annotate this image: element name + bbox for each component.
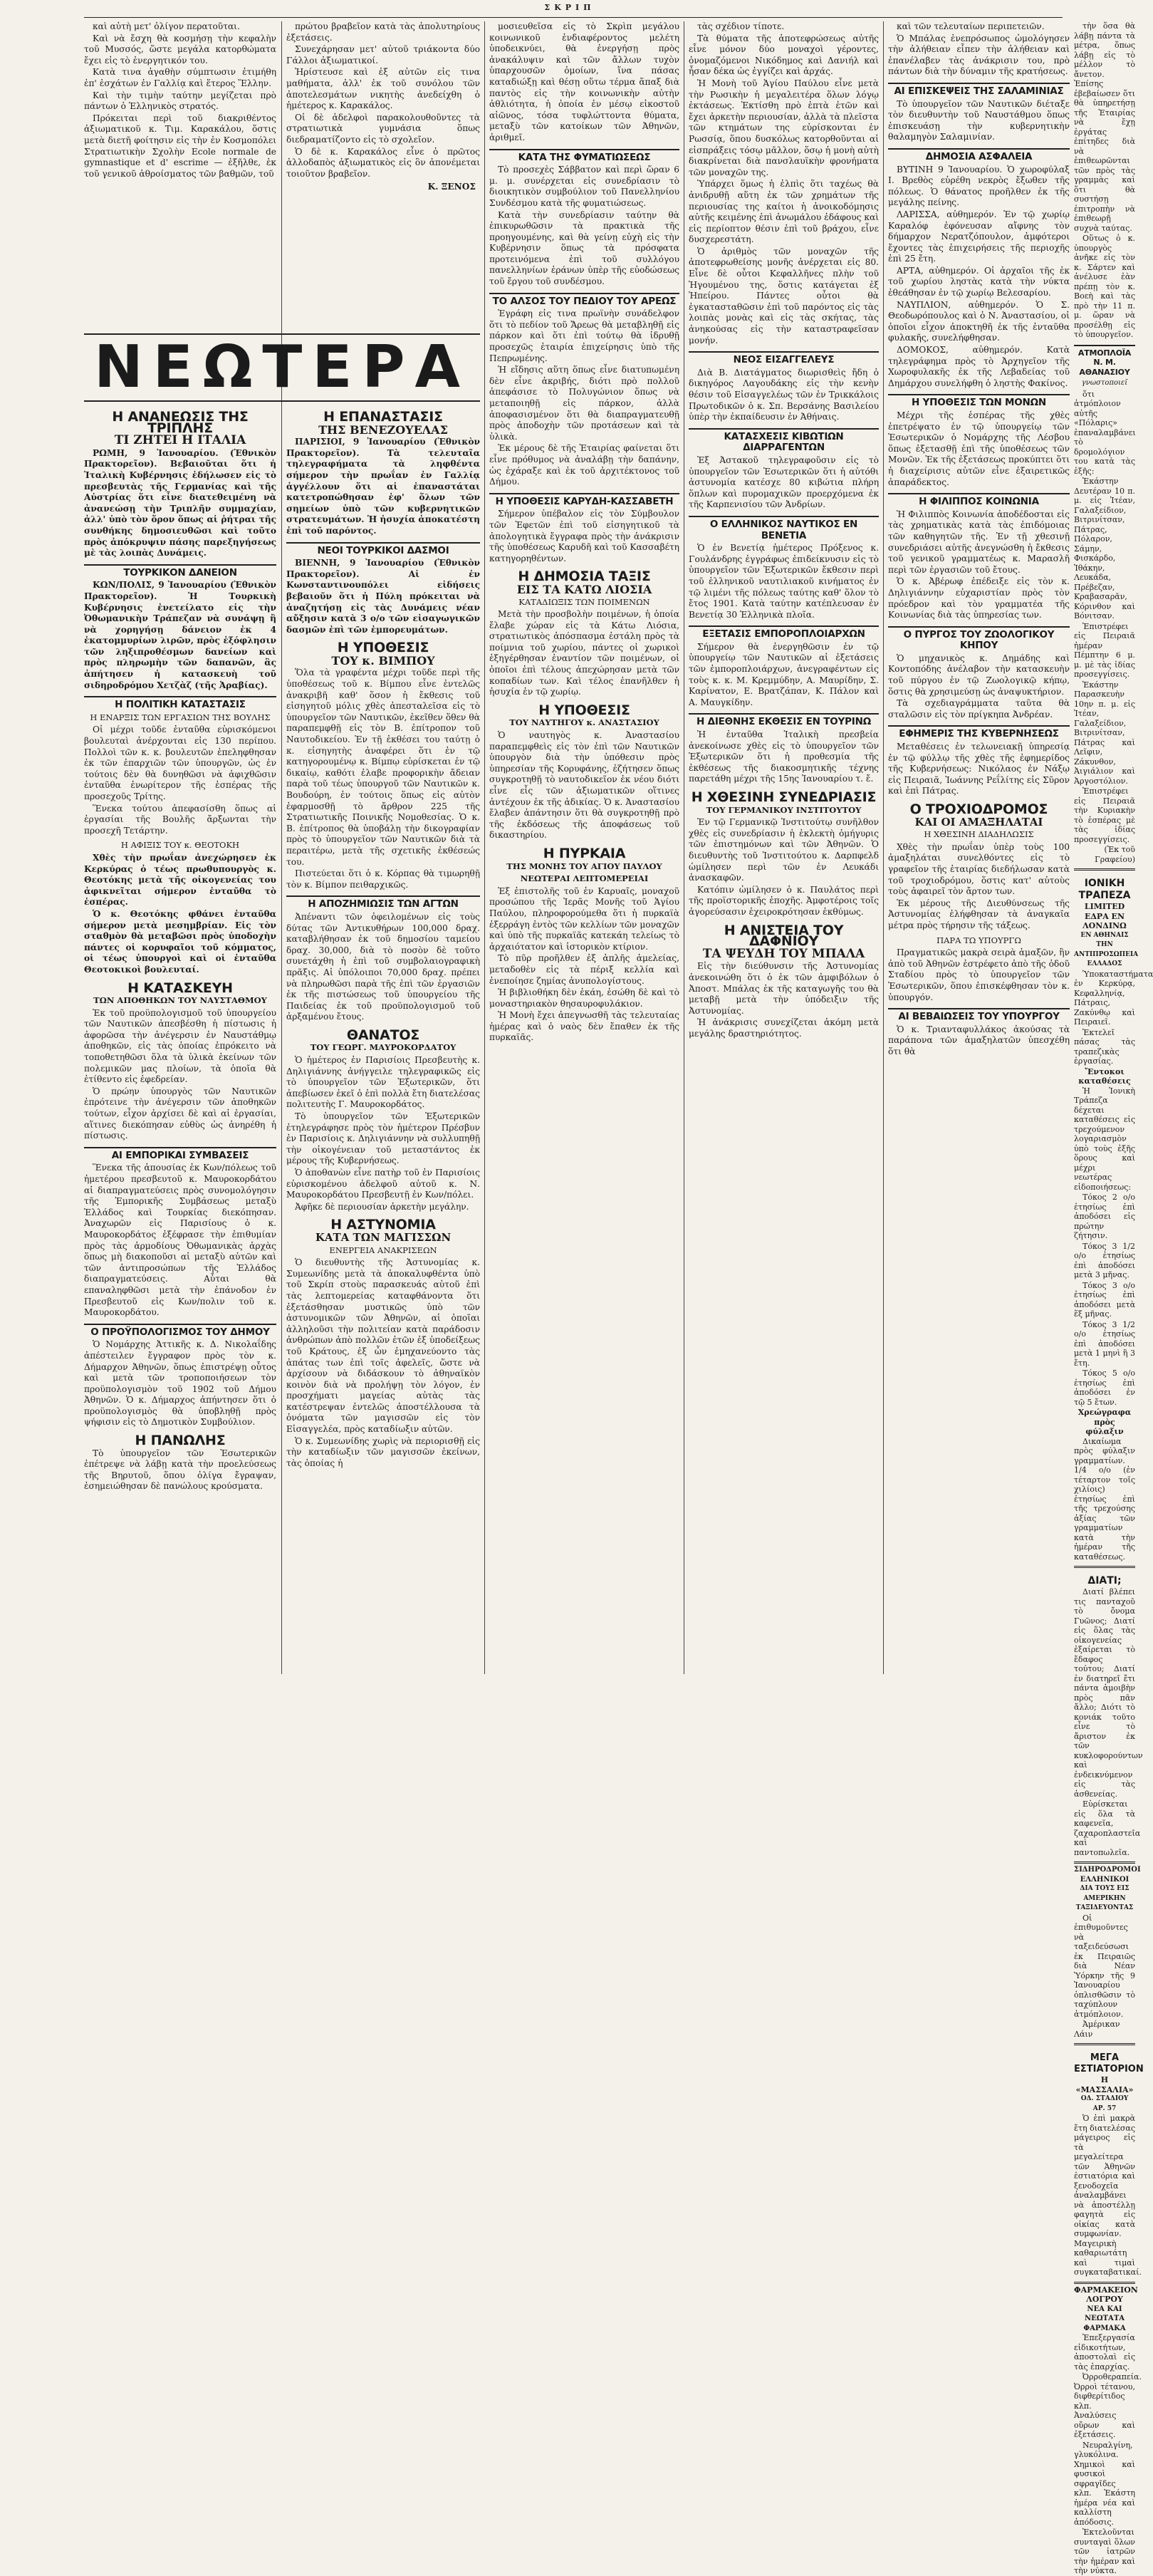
paragraph: τὰς σχέδιον τίποτε. <box>697 21 785 31</box>
article-headline: ΑΙ ΒΕΒΑΙΩΣΕΙΣ ΤΟΥ ΥΠΟΥΡΓΟΥ <box>888 1008 1070 1023</box>
column-f-advertisements <box>1074 21 1153 2575</box>
paragraph: Τόκος 3 ο/ο ἐτησίως ἐπὶ ἀποδόσει μετὰ ἕξ μῆνας. <box>1074 1280 1135 1319</box>
paragraph: τὴν ὅσα θὰ λάβῃ πάντα τὰ μέτρα, ὅπως λάβῃ εἰς τὸ μέλλον τὸ ἄνετον. Ἐπίσης ἐβεβαίωσεν ὅτι θὰ ὑπηρετήσῃ τῆς Ἑταιρίας νὰ ἔχῃ ἐργάτας ἐπίτηδες διὰ νὰ ἐπιθεωρῶνται τῶν πρὸς τὰς γραμμὰς καὶ ὅτι θὰ συστήσῃ ἐπιτροπὴν νὰ ἐπιθεωρῇ συχνὰ ταύτας. <box>1074 21 1135 233</box>
ad-line: Χρεώγραφα πρὸς φύλαξιν <box>1078 1408 1132 1436</box>
ad-title: ΔΙΑΤΙ; <box>1087 1575 1122 1586</box>
article-subheadline: Η ΕΝΑΡΞΙΣ ΤΩΝ ΕΡΓΑΣΙΩΝ ΤΗΣ ΒΟΥΛΗΣ <box>90 712 271 722</box>
article-headline: Η ΑΝΙΣΤΕΙΑ ΤΟΥ ΔΑΦΝΙΟΥ <box>724 922 844 950</box>
article-headline: Ο ΤΡΟΧΙΟΔΡΟΜΟΣ <box>909 801 1048 817</box>
paragraph: Ὁ κ. Θεοτόκης φθάνει ἐνταῦθα σήμερον μετὰ μεσημβρίαν. Εἰς τὸν σταθμὸν θὰ μεταβῶσι πρὸς ὑποδοχὴν πάντες οἱ κορυφαῖοι τοῦ κόμματος, οἱ τέως ὑπουργοὶ καὶ οἱ ἐνταῦθα Θεοτοκικοὶ βουλευταί. <box>84 908 276 975</box>
paragraph: Σήμερον θὰ ἐνεργηθῶσιν ἐν τῷ ὑπουργείῳ τῶν Ναυτικῶν αἱ ἐξετάσεις τῶν ἐμποροπλοιάρχων, ἀνεγραφέντων εἰς τοὺς κ. κ. Μ. Κρεμμύδην, Α. Μαυρίδην, Σ. Καρίνατον, Ε. Βρατζάπαν, Κ. Πάλον καὶ Α. Μαυγκίδην. <box>689 641 879 707</box>
paragraph: Τὸ πῦρ προῆλθεν ἐξ ἀπλῆς ἀμελείας, μεταδοθὲν εἰς τὰ πέριξ κελλία καὶ ἐνεποίησε ζημίας ἀνυπολογίστους. <box>489 953 679 986</box>
article-headline: Η ΠΥΡΚΑΙΑ <box>543 845 626 861</box>
paragraph: Χθὲς τὴν πρωΐαν ὑπὲρ τοὺς 100 ἁμαξηλάται συνελθόντες εἰς τὸ γραφεῖον τῆς ἑταιρίας διεδήλωσαν κατὰ τοῦ τροχιοδρόμου, ὅστις κατ' αὐτοὺς τοὺς ἀφαιρεῖ τὸν ἄρτον των. <box>888 841 1070 897</box>
paragraph: Καὶ τὴν τιμὴν ταύτην μεγίζεται πρὸ πάντων ὁ Ἑλληνικὸς στρατός. <box>84 90 276 112</box>
paragraph: Ὁ κ. Ἀβέρωφ ἐπέδειξε εἰς τὸν κ. Δηλιγιάννην εὐχαριστίαν πρὸς τὸν πρόεδρον καὶ τὸν γραμματέα τῆς Κοινωνίας διὰ τὰς ὑπηρεσίας των. <box>888 576 1070 620</box>
paragraph: πρώτου βραβεῖον κατὰ τὰς ἀπολυτηρίους ἐξετάσεις. <box>286 21 480 43</box>
article-subheadline: ΤΟΥ κ. ΒΙΜΠΟΥ <box>331 653 435 668</box>
ad-title: ΙΟΝΙΚΗ ΤΡΑΠΕΖΑ <box>1078 878 1131 901</box>
paragraph: Ὁ κ. Τριανταφυλλάκος ἀκούσας τὰ παράπονα τῶν ἁμαξηλατῶν ὑπεσχέθη ὅτι θὰ <box>888 1024 1070 1056</box>
paragraph: Οἱ δὲ ἀδελφοὶ παρακολουθοῦντες τὰ στρατιωτικὰ γυμνάσια ὅπως διεδραματίζοντο εἰς τὸ σχολεῖον. <box>286 112 480 145</box>
paragraph: Ἡ Μονὴ τοῦ Ἁγίου Παύλου εἶνε μετὰ τὴν Ρωσικὴν ἡ μεγαλειτέρα ὅλων λόγῳ ἐκτάσεως. Ἐκτίσθη πρὸ ἑπτὰ ἐτῶν καὶ ἔχει ἀρκετὴν περιουσίαν, ἀλλὰ τὰ πλεῖστα τῶν κτημάτων της εὑρίσκονται ἐν Ρωσσίᾳ, ὅπου δυσκόλως κατορθοῦνται αἱ εἰσπράξεις τόσῳ μᾶλλον, ὅσῳ ἡ μονὴ αὐτὴ διακρίνεται διὰ πανσλαυϊκὴν φρονήματα τῶν μοναχῶν της. <box>689 78 879 177</box>
paragraph: Πιστεύεται ὅτι ὁ κ. Κόρπας θὰ τιμωρηθῇ τὸν κ. Βίμπον πειθαρχικῶς. <box>286 868 480 890</box>
ad-ionian-bank <box>1074 868 1153 1562</box>
paragraph: ΒΥΤΙΝΗ 9 Ἰανουαρίου. Ὁ χωροφύλαξ Ι. Βρεθὸς εὑρέθη νεκρὸς ἔξωθεν τῆς πόλεως. Ὁ θάνατος προῆλθεν ἐκ τῆς μεγάλης πείνης. <box>888 164 1070 208</box>
paragraph: Ἐκτελοῦνται συνταγαὶ ὅλων τῶν ἰατρῶν τὴν ἡμέραν καὶ τὴν νύκτα. <box>1074 2528 1135 2575</box>
article-headline: ΑΙ ΕΜΠΟΡΙΚΑΙ ΣΥΜΒΑΣΕΙΣ <box>84 1147 276 1162</box>
paragraph: ΝΑΥΠΛΙΟΝ, αὐθημερόν. Ὁ Σ. Θεοδωρόπουλος καὶ ὁ Ν. Ἀναστασίου, οἱ ὁποῖοι εἶχον ἀποκτηθῆ ἐκ τῆς ἐνταῦθα φυλακῆς, συνελήφθησαν. <box>888 299 1070 343</box>
paragraph: Τὸ ὑπουργεῖον τῶν Ἐσωτερικῶν ἐπέτρεψε νὰ λάβῃ κατὰ τὴν προελεύσεως τῆς Βηρυτοῦ, ὅπου ὀλίγα ἔγραψαν, ἐσημειώθησαν δὲ πανώλους κρούσματα. <box>84 1448 276 1492</box>
article-headline: Η ΥΠΟΘΕΣΙΣ ΚΑΡΥΔΗ-ΚΑΣΣΑΒΕΤΗ <box>489 493 679 508</box>
paragraph: Κατὰ τὴν συνεδρίασιν ταύτην θὰ ἐπικυρωθῶσιν τὰ πρακτικὰ τῆς προηγουμένης, καὶ θὰ γείνῃ εὐχὴ εἰς τὴν Κυβέρνησιν ὅπως τὰ πρόσφατα προτεινόμενα ἐπὶ τοῦ συλλόγου πανελληνίων ἐράνων ὑπὲρ τῆς εὐοδώσεως τοῦ ἔργου τοῦ συνδέσμου. <box>489 209 679 287</box>
paragraph: Ἡ Ἰονικὴ Τράπεζα δέχεται καταθέσεις εἰς τρεχούμενον λογαριασμὸν ὑπὸ τοὺς ἐξῆς ὅρους καὶ μέχρι νεωτέρας εἰδοποιήσεως: <box>1074 1086 1135 1192</box>
paragraph: Ἀπέναντι τῶν ὀφειλομένων εἰς τοὺς δύτας τῶν Ἀντικυθήρων 100,000 δραχ. καταβλήθησαν ἐκ τοῦ δημοσίου ταμείου δραχ. 30,000, διὰ τὸ ποσὸν δὲ τοῦτο συνετάχθη ἡ ἐπὶ τοῦ συμβολαιογραφικὴ πρᾶξις. Αἱ ὑπόλοιποι 70,000 δραχ. πρέπει νὰ πληρωθῶσι παρὰ τῆς ἐπὶ τῶν ἐργασιῶν ἐκ τῆς πιστώσεως τοῦ ὑπουργείου τῆς Παιδείας ἐκ τοῦ προϋπολογισμοῦ τοῦ ἀρξαμένου ἔτους. <box>286 911 480 1022</box>
paragraph: Ἐκ μέρους τῆς Διευθύνσεως τῆς Ἀστυνομίας ἐλήφθησαν τὰ ἀναγκαῖα μέτρα πρὸς τήρησιν τῆς τάξεως. <box>888 898 1070 930</box>
ad-line: Ἔντοκοι καταθέσεις <box>1078 1066 1131 1086</box>
paragraph: Ἡ ἐνταῦθα Ἰταλικὴ πρεσβεία ἀνεκοίνωσε χθὲς εἰς τὸ ὑπουργεῖον τῶν Ἐξωτερικῶν ὅτι ἡ προθεσμία τῆς ἐκθέσεως τῆς διακοσμητικῆς τέχνης παρετάθη μέχρι τῆς 15ης Ἰανουαρίου τ. ἔ. <box>689 729 879 784</box>
article-headline: Ο ΠΡΟΫΠΟΛΟΓΙΣΜΟΣ ΤΟΥ ΔΗΜΟΥ <box>84 1324 276 1339</box>
paragraph: Ὑποκαταστήματα ἐν Κερκύρᾳ, Κεφαλληνίᾳ, Πάτραις, Ζακύνθῳ καὶ Πειραιεῖ. <box>1074 969 1153 1027</box>
paragraph: Ὁ ἀριθμὸς τῶν μοναχῶν τῆς ἀποτεφρωθείσης μονῆς ἀνέρχεται εἰς 80. Εἶνε δὲ οὗτοι Κεφαλλῆνες πλὴν τοῦ Ἡγουμένου της, ὅστις κατάγεται ἐξ Ἠπείρου. Πάντες οὗτοι θὰ ἐγκατασταθῶσιν ἐπὶ τοῦ παρόντος εἰς τὰς λοιπὰς μονὰς καὶ εἰς τὰς σκήτας, τὰς ἀνηκούσας εἰς τὴν καταστραφεῖσαν μονήν. <box>689 246 879 346</box>
paragraph: Μετὰ τὴν προσβολὴν ποιμένων, ἡ ὁποία ἔλαβε χώραν εἰς τὰ Κάτω Λιόσια, στρατιωτικὸς ἀπόσπασμα ἐστάλη πρὸς τὰ ποίμνια τοῦ χωρίου, πάντες οἱ χωρικοὶ ἐξηγέρθησαν ἐναντίον τῶν ποιμένων, οἱ ὁποῖοι ἐπὶ τέλους ἀπεχώρησαν μετὰ τῶν κοπαδίων των. Καὶ τέλος ἐπανῆλθεν ἡ ἡσυχία ἐν τῷ χωρίῳ. <box>489 609 679 697</box>
paragraph: Τὸ ὑπουργεῖον τῶν Ἐξωτερικῶν ἐτηλεγράφησε πρὸς τὸν ἡμέτερον Πρέσβυν ἐν Παρισίοις κ. Δηλιγιάννην νὰ συλλυπηθῇ τὴν οἰκογένειαν τοῦ μεταστάντος ἐκ μέρους τῆς Κυβερνήσεως. <box>286 1111 480 1166</box>
paragraph: μοσιευθεῖσα εἰς τὸ Σκρὶπ μεγάλου κοινωνικοῦ ἐνδιαφέροντος μελέτη ὑποδεικνύει, θὰ ἐνεργήσῃ πρὸς ἀνακάλυψιν καὶ τῶν ἄλλων τυχὸν ὑπαρχουσῶν ὁμοίων, ἵνα πάσας καταδιώξῃ καὶ θέσῃ οὕτω τέρμα ἅπαξ διὰ παντὸς εἰς τὴν κοινωνικὴν αὐτὴν ἀθλιότητα, ἡ ὁποία ἐν μέσῳ εἰκοστοῦ αἰῶνος, τόσα τυφλώττοντα θύματα, μεταξὺ τῶν κατοίκων τῶν Ἀθηνῶν, ἀριθμεῖ. <box>489 21 679 142</box>
article-headline: Η ΥΠΟΘΕΣΙΣ ΤΩΝ ΜΟΝΩΝ <box>888 394 1070 409</box>
paragraph: Ἡ βιβλιοθήκη δὲν ἐκάη, ἐσώθη δὲ καὶ τὸ μοναστηριακὸν θησαυροφυλάκιον. <box>489 987 679 1009</box>
paragraph: Πραγματικῶς μακρὰ σειρὰ ἀμαξῶν, ἣν ἀπὸ τοῦ Ἀθηνῶν ἐστρέφετο ἀπὸ τῆς ὁδοῦ Σταδίου πρὸς τὸ ὑπουργεῖον τῶν Ἐσωτερικῶν, ὅπου ἐπισκέφθησαν τὸν κ. ὑπουργόν. <box>888 947 1070 1002</box>
paragraph: Ὁ διευθυντὴς τῆς Ἀστυνομίας κ. Συμεωνίδης μετὰ τὰ ἀποκαλυφθέντα ὑπὸ τοῦ Σκρίπ στοὺς παρασκευάς αὐτοῦ ἐπὶ τὰς λεπτομερείας καταφθάνοντα ὅτι ἐξετάσθησαν μυστικῶς ὑπὸ τῶν ἀστυνομικῶν τῶν Ἀθηνῶν, αἱ ὁποῖαι ἀλληλοῦσι τὴν πολιτείαν κατὰ παράδοσιν ἀνθρώπων ἀπὸ πολλῶν ἐτῶν ἐξ ὑποδείξεως τοῦ Κράτους, ἐξ ὧν ἐμηχανεύοντο τὰς ἀπάτας των ἐπὶ τοῖς ἀφελεῖς, ὥστε νὰ ἀρχίσουν νὰ διδάσκουν τὸ ἀθηναϊκὸν κοινὸν διὰ νὰ προλήψῃ τὸν λόγον, ἐν προσχήματι μαγείας αὐτὰς τὰς κατέστρεψαν ἐντελῶς ἀποστέλλουσα τὰ ὀνόματα τῶν μαγισσῶν εἰς τὸν Εἰσαγγελέα, πρὸς καταδίωξιν αὐτῶν. <box>286 1257 480 1435</box>
paragraph: Σήμερον ὑπέβαλον εἰς τὸν Σύμβουλον τῶν Ἐφετῶν ἐπὶ τοῦ εἰσηγητικοῦ τὰ ἀπολογητικὰ ἔγγραφα πρὸς τὴν ἀνάκρισιν τῆς ὑποθέσεως Καρυδῆ καὶ τοῦ Κασσαβέτη κατηγορηθέντων. <box>489 509 679 564</box>
article-subheadline: ΤΟΥ ΓΕΡΜΑΝΙΚΟΥ ΙΝΣΤΙΤΟΥΤΟΥ <box>706 804 862 815</box>
paragraph: ΠΑΡΙΣΙΟΙ, 9 Ἰανουαρίου (Ἐθνικὸν Πρακτορεῖον). Τὰ τελευταῖα τηλεγραφήματα τὰ ληφθέντα σήμερον τὴν πρωΐαν ἐν Γαλλίᾳ ἀγγέλλουν ὅτι αἱ ἐπαναστάται κατετροπώθησαν ἐφ' ὅλων τῶν σημείων ὑπὸ τῶν κυβερνητικῶν στρατευμάτων. Ἡ ἡσυχία ἀποκατέστη ἐπὶ τοῦ παρόντος. <box>286 437 480 536</box>
article-subheadline: Η ΧΘΕΣΙΝΗ ΔΙΑΔΗΛΩΣΙΣ <box>924 829 1034 840</box>
paragraph: Χθὲς τὴν πρωΐαν ἀνεχώρησεν ἐκ Κερκύρας ὁ τέως πρωθυπουργὸς κ. Θεοτόκης μετὰ τῆς οἰκογενείας του ἀφικνεῖται σήμερον ἐνταῦθα τὸ ἑσπέρας. <box>84 852 276 908</box>
paragraph: Ὁ ἡμέτερος ἐν Παρισίοις Πρεσβευτὴς κ. Δηλιγιάννης ἀνήγγειλε τηλεγραφικῶς εἰς τὸ ὑπουργεῖον τῶν Ἐξωτερικῶν, ὅτι ἀπεβίωσεν ἐκεῖ ὁ ἐπὶ πολλὰ ἔτη διατελέσας πολιτευτὴς Γ. Μαυροκορδάτος. <box>286 1055 480 1110</box>
article-subheadline: ΝΕΩΤΕΡΑΙ ΛΕΠΤΟΜΕΡΕΙΑΙ <box>520 873 649 884</box>
article-subheadline: ΤΗΣ ΜΟΝΗΣ ΤΟΥ ΑΓΙΟΥ ΠΑΥΛΟΥ <box>506 861 662 871</box>
article-subheadline: ΤΙ ΖΗΤΕΙ Η ΙΤΑΛΙΑ <box>114 433 246 448</box>
column-e <box>888 21 1070 1674</box>
paragraph: Τὰ θύματα τῆς ἀποτεφρώσεως αὐτῆς εἶνε μόνον δύο μοναχοὶ γέροντες, ὀνομαζόμενοι Νικόδημος καὶ Δανιήλ καὶ ἦσαν δέκα ὡς ἐγγίζει καὶ ἀρχάς. <box>689 33 879 77</box>
paragraph: Ἐπεξεργασία εἰδικοτήτων, ἀποστολαὶ εἰς τὰς ἐπαρχίας. <box>1074 2333 1135 2372</box>
paragraph: Ὑπάρχει ὅμως ἡ ἐλπὶς ὅτι ταχέως θὰ ἀνιδρυθῇ αὕτη ἐκ τῶν χρημάτων τῆς περιουσίας της καίτοι ἡ ἀνοικοδόμησις αὐτῆς κειμένης ἐπὶ ἀνωμάλου ἐδάφους καὶ εἰς περίοπτον θέσιν ἐπὶ τοῦ βράχου, εἶνε δυσχερεστάτη. <box>689 179 879 245</box>
column-2-top <box>286 21 480 328</box>
article-headline: Η ΦΙΛΙΠΠΟΣ ΚΟΙΝΩΝΙΑ <box>888 493 1070 508</box>
paragraph: Ὀρροθεραπεία. Ὀρροὶ τέτανου, διφθερίτιδος κλπ. Ἀναλύσεις οὔρων καὶ ἐξετάσεις. <box>1074 2372 1142 2439</box>
paragraph: Τόκος 3 1/2 ο/ο ἐτησίως ἐπὶ ἀποδόσει μετὰ 1 μηνὶ ἢ 3 ἔτη. <box>1074 1319 1135 1368</box>
paragraph: Ἕνεκα τούτου ἀπεφασίσθη ὅπως αἱ ἐργασίαι τῆς Βουλῆς ἄρξωνται τὴν προσεχῆ Τετάρτην. <box>84 803 276 836</box>
paragraph: Ὁ πρώην ὑπουργὸς τῶν Ναυτικῶν ἐπρότεινε τὴν ἀνέγερσιν τῶν ἀποθηκῶν τούτων, εἶχον ἀρχίσει δὲ καὶ αἱ ἐργασίαι, αἵτινες διεκόπησαν εὐθὺς ὡς ἀνηρέθη ἡ πίστωσις. <box>84 1086 276 1141</box>
ad-line: ΕΝ ΑΘΗΝΑΙΣ ΤΗΝ ΑΝΤΙΠΡΟΣΩΠΕΙΑ ΕΛΛΑΔΟΣ <box>1074 931 1139 967</box>
paragraph: Ἐξ ἐπιστολῆς τοῦ ἐν Καρυαῖς, μοναχοῦ προσώπου τῆς Ἱερᾶς Μονῆς τοῦ Ἁγίου Παύλου, πληροφορούμεθα ὅτι ἡ πυρκαϊὰ ἐξερράγη ἐντὸς τῶν κελλίων τῶν μοναχῶν καὶ ὑπὸ τῆς πυρκαϊᾶς κατεκάη τελείως τὸ ἀρχαιότατον καὶ ἱστορικὸν κτίριον. <box>489 886 679 952</box>
ad-pharmacy <box>1074 2282 1142 2576</box>
article-subheadline: ΤΗΣ ΒΕΝΕΖΟΥΕΛΑΣ <box>318 422 448 437</box>
ad-line: ΟΔ. ΣΤΑΔΙΟΥ ΑΡ. 57 <box>1080 2095 1129 2112</box>
ad-subheadline: γνωστοποιεῖ <box>1081 379 1128 387</box>
paragraph: Ὁ Νομάρχης Ἀττικῆς κ. Δ. Νικολαΐδης ἀπέστειλεν ἔγγραφον πρὸς τὸν κ. Δήμαρχον Ἀθηνῶν, ὅπως ἐπιστρέψῃ οὗτος καὶ μετὰ τῶν τροποποιήσεων τὸν προϋπολογισμὸν τοῦ 1902 τοῦ Δήμου Ἀθηνῶν. Ὁ κ. Δήμαρχος ἀπήντησεν ὅτι ὁ προϋπολογισμὸς θὰ ὑποβληθῇ πρὸς ψήφισιν εἰς τὸ Δημοτικὸν Συμβούλιον. <box>84 1339 276 1428</box>
paragraph: Δικαίωμα πρὸς φύλαξιν γραμματίων. 1/4 ο/ο (ἐν τέταρτον τοῖς χιλίοις) ἐτησίως ἐπὶ τῆς τρεχούσης ἀξίας τῶν γραμματίων κατὰ τὴν ἡμέραν τῆς καταθέσεως. <box>1074 1436 1135 1562</box>
paragraph: Ὁ Μπάλας ἐνεπρόσωπος ὡμολόγησεν τὴν ἀλήθειαν εἶπεν τὴν ἀλήθειαν καὶ ἐπανέλαβεν τὰς ἀνάκρισιν του, πρὸ πάντων διὰ τὴν δύναμιν τῆς κρατήσεως. <box>888 33 1070 77</box>
paragraph: ΑΡΤΑ, αὐθημερόν. Οἱ ἀρχαῖοι τῆς ἐκ τοῦ χωρίου ληστὰς κατὰ τὴν νύκτα ἐθεάθησαν ἐν τῷ χωρίῳ Βελεσαρίου. <box>888 265 1070 298</box>
paragraph: Ὁ ἐπὶ μακρὰ ἔτη διατελέσας μάγειρος εἰς τὰ μεγαλείτερα τῶν Ἀθηνῶν ἐστιατόρια καὶ ξενοδοχεῖα ἀναλαμβάνει νὰ ἀποστέλλῃ φαγητὰ εἰς οἰκίας κατὰ συμφωνίαν. Μαγειρικὴ καθαριωτάτη καὶ τιμαὶ συγκαταβατικαί. <box>1074 2114 1142 2277</box>
article-headline: ΘΑΝΑΤΟΣ <box>346 1027 420 1043</box>
paragraph: Νευραλγίνη, γλυκόλινα. Χημικοὶ καὶ φυσικοὶ σφραγῖδες κλπ. Ἑκάστη ἡμέρα νέα καὶ καλλίστη ἀπόδοσις. <box>1074 2440 1135 2527</box>
article-subheadline: ΤΑ ΨΕΥΔΗ ΤΟΥ ΜΠΑΛΑ <box>702 946 865 961</box>
article-headline: ΑΙ ΕΠΙΣΚΕΨΕΙΣ ΤΗΣ ΣΑΛΑΜΙΝΙΑΣ <box>888 83 1070 98</box>
column-d <box>689 21 879 1674</box>
paragraph: Συνεχάρησαν μετ' αὐτοῦ τριάκοντα δύο Γάλλοι ἀξιωματικοί. <box>286 44 480 66</box>
article-subheadline: ΠΑΡΑ ΤΩ ΥΠΟΥΡΓΩ <box>937 935 1021 945</box>
article-subheadline: ΕΝΕΡΓΕΙΑ ΑΝΑΚΡΙΣΕΩΝ <box>329 1245 437 1255</box>
article-subheadline: ΕΙΣ ΤΑ ΚΑΤΩ ΛΙΟΣΙΑ <box>516 582 652 596</box>
article-headline: Η ΠΟΛΙΤΙΚΗ ΚΑΤΑΣΤΑΣΙΣ <box>84 696 276 711</box>
paragraph: Εὑρίσκεται εἰς ὅλα τὰ καφενεῖα, ζαχαροπλαστεῖα καὶ παντοπωλεῖα. <box>1074 1799 1141 1857</box>
paragraph: Ἑκάστην Παρασκευὴν 10ην π. μ. εἰς Ἰτέαν, Γαλαξείδιον, Βιτρινίτσαν, Πάτρας καὶ Λεῖφιν, Ζάκυνθον, Ἀιγιάλιον καὶ Ἀργοστόλιον. <box>1074 680 1135 786</box>
ad-restaurant <box>1074 2043 1144 2278</box>
paragraph: Ἠρίστευσε καὶ ἐξ αὐτῶν εἰς τινα μαθήματα, ἀλλ' ἐκ τοῦ συνόλου τῶν ἀποτελεσμάτων νικητὴς ἀνεδείχθη ὁ ἡμέτερος κ. Καρακάλος. <box>286 67 480 111</box>
paragraph: ΛΑΡΙΣΣΑ, αὐθημερόν. Ἐν τῷ χωρίῳ Καραλόφ ἐφόνευσαν αἴφνης τὸν δήμαρχον Νερατζόπουλον, ἀμφότεροι ἔχοντες τὰς ἐπιχειρήσεις τῆς περιοχῆς ἐπὶ 25 ἔτη. <box>888 209 1070 264</box>
column-c <box>489 21 679 1674</box>
article-headline: Η ΑΠΟΖΗΜΙΩΣΙΣ ΤΩΝ ΑΓΤΩΝ <box>286 895 480 910</box>
paragraph: Εἰς τὴν διεύθυνσιν τῆς Ἀστυνομίας ἀνεκοινώθη ὅτι ὁ ἐκ τῶν ἀμφιβόλων ὁ Ἀποστ. Μπάλας ἐκ τῆς καταγωγῆς του θὰ μεταβῇ μετὰ τὴν ὑπόδειξιν τῆς Ἀστυνομίας. <box>689 961 879 1016</box>
author-signature: Κ. ΞΕΝΟΣ <box>427 182 476 192</box>
paragraph: Ὁ ἀποθανὼν εἶνε πατὴρ τοῦ ἐν Παρισίοις εὑρισκομένου ἀδελφοῦ αὐτοῦ κ. Ν. Μαυροκορδάτου Πρεσβευτῇ ἐν Κων/πόλει. <box>286 1168 480 1200</box>
column-1-top <box>84 21 276 328</box>
paragraph: ΒΙΕΝΝΗ, 9 Ἰανουαρίου (Ἐθνικὸν Πρακτορεῖον). Αἱ ἐν Κωνσταντινουπόλει εἰδήσεις βεβαιοῦν ὅτι ἡ Πύλη πρόκειται νὰ ἀναζητήσῃ εἰς τὰς Δυνάμεις νέαν αὔξησιν κατὰ 3 ο/ο τῶν εἰσαγωγικῶν δασμῶν ἐπὶ τῶν ἐμπορευμάτων. <box>286 558 480 635</box>
paragraph: Ἐξ Ἀστακοῦ τηλεγραφοῦσιν εἰς τὸ ὑπουργεῖον τῶν Ἐσωτερικῶν ὅτι ἡ αὐτόθι ἀστυνομία κατέσχε 80 κιβώτια πλήρη ὅπλων καὶ πυρομαχικῶν προερχόμενα ἐκ τῆς Καρπενισίου τῶν Ἀνδρίων. <box>689 455 879 510</box>
header-rule <box>84 17 1063 18</box>
paragraph: Ἕνεκα τῆς ἀπουσίας ἐκ Κων/πόλεως τοῦ ἡμετέρου πρεσβευτοῦ κ. Μαυροκορδάτου αἱ διαπραγματεύσεις πρὸς συνομολόγησιν τῆς Ἐμπορικῆς Συμβάσεως μεταξὺ Ἑλλάδος καὶ Τουρκίας διεκόπησαν. Ἀναχωρῶν εἰς Παρισίους ὁ κ. Μαυροκορδάτος ἐξέφρασε τὴν ἐπιθυμίαν πρὸς τὰς ἁρμοδίους Ὀθωμανικὰς ἀρχὰς ὅπως μὴ διακοποῦσι αἱ μεταξὺ αὐτῶν καὶ τῶν ἀντιπροσώπων τῆς Ἑλλάδος διαπραγματεύσεις. Αὗται θὰ επαναληφθῶσι μετὰ τὴν ἐπάνοδον ἐν Πρεσβευτοῦ εἰς Κων/πολιν τοῦ κ. Μαυροκορδάτου. <box>84 1163 276 1318</box>
article-headline: ΕΞΕΤΑΣΙΣ ΕΜΠΟΡΟΠΛΟΙΑΡΧΩΝ <box>689 625 879 640</box>
article-headline: Η ΑΣΤΥΝΟΜΙΑ <box>330 1217 436 1233</box>
column-a <box>84 405 276 1674</box>
paragraph: Ἡ Μονὴ ἔχει ἀπεγνωσθῆ τὰς τελευταίας ἡμέρας καὶ ὁ ναὸς δὲν ἔπαθεν ἐκ τῆς πυρκαϊᾶς. <box>489 1010 679 1043</box>
column-rule <box>281 21 282 1674</box>
article-subheadline: Η ΑΦΙΞΙΣ ΤΟΥ κ. ΘΕΟΤΟΚΗ <box>120 840 240 851</box>
article-headline: ΚΑΤΑ ΤΗΣ ΦΥΜΑΤΙΩΣΕΩΣ <box>489 149 679 164</box>
paragraph: Ἡ ἀνάκρισις συνεχίζεται ἀκόμη μετὰ μεγάλης δραστηριότητος. <box>689 1017 879 1039</box>
paragraph: Μεταθέσεις ἐν τελωνειακῇ ὑπηρεσίᾳ ἐν τῷ φύλλῳ τῆς χθὲς τῆς ἐφημερίδος τῆς Κυβερνήσεως: Νικόλαος ἐν Νάξῳ εἰς Πειραιᾶ, Ἰωάννης Ρεΐλίτης εἰς Σῦρον καὶ ἐπὶ Πάτρας. <box>888 742 1070 796</box>
paragraph: Διὰ Β. Διατάγματος διωρισθεὶς ἤδη ὁ δικηγόρος Λαγουδάκης εἰς τὴν κενὴν θέσιν τοῦ Εἰσαγγελέως τῶν ἐν Τρικκάλοις Πρωτοδικῶν ὁ κ. Σπ. Βερσάνης Βασιλείου ὑπὲρ τὴν ἐκπαίδευσιν ἐν Ἀθήναις. <box>689 367 879 422</box>
article-headline: Η ΥΠΟΘΕΣΙΣ <box>337 640 429 656</box>
article-headline: ΚΑΤΑΣΧΕΣΙΣ ΚΙΒΩΤΙΩΝ ΔΙΑΡΡΑΓΕΝΤΩΝ <box>689 428 879 454</box>
running-head: ΣΚΡΙΠ <box>544 3 595 12</box>
article-headline: ΔΗΜΟΣΙΑ ΑΣΦΑΛΕΙΑ <box>888 148 1070 163</box>
section-banner: ΝΕΩΤΕΡΑ <box>84 333 480 402</box>
ad-title: ΜΕΓΑ ΕΣΤΙΑΤΟΡΙΟΝ <box>1074 2052 1144 2074</box>
article-subheadline: ΤΟΥ ΓΕΩΡΓ. ΜΑΥΡΟΚΟΡΔΑΤΟΥ <box>310 1042 456 1053</box>
article-headline: ΝΕΟΣ ΕΙΣΑΓΓΕΛΕΥΣ <box>689 351 879 366</box>
paragraph: Ὅλα τὰ γραφέντα μέχρι τοῦδε περὶ τῆς ὑποθέσεως τοῦ κ. Βίμπου εἶνε ἐντελῶς ἀνακριβῆ καθ' ὅσον ἡ ἔκθεσις τοῦ εἰσηγητοῦ μόλις χθὲς ἀπεσταλεῖσα εἰς τὸ ὑπουργεῖον τῶν Ναυτικῶν, ἐκεῖθεν ὅθεν θὰ παραπεμφθῇ εἰς τὸν Β. ἐπίτροπον τοῦ Ναυτοδικείου. Ἐν τῇ ἐκθέσει του ταύτῃ ὁ κ. εἰσηγητὴς ἀναφέρει ὅτι ἐν τῷ κατηγορουμένῳ κ. Βίμπῳ εὑρίσκεται ἐν τῷ δικαίῳ, καθότι ἐλαβε προφορικὴν ἄδειαν παρὰ τοῦ τέως ὑπουργοῦ τῶν Ναυτικῶν κ. Βουδούρη, ἐν τούτοις ὅπως εἰς αὐτὸν ἐφαρμοσθῇ τὸ ἄρθρον 225 τῆς Στρατιωτικῆς Ποινικῆς Νομοθεσίας. Ὁ κ. Β. ἐπίτροπος θὰ ὑποβάλῃ τὴν δικογραφίαν πρὸς τὸ ὑπουργεῖον τῶν Ναυτικῶν διὰ τὰ περαιτέρω, μετὰ τῆς σχετικῆς ἐκθέσεώς του. <box>286 668 480 867</box>
article-headline: ΝΕΟΙ ΤΟΥΡΚΙΚΟΙ ΔΑΣΜΟΙ <box>286 542 480 557</box>
paragraph: Ἀφῆκε δὲ περιουσίαν ἀρκετὴν μεγάλην. <box>295 1201 469 1212</box>
article-headline: Η ΚΑΤΑΣΚΕΥΗ <box>127 980 233 996</box>
column-rule <box>883 21 884 1674</box>
article-headline: Η ΠΑΝΩΛΗΣ <box>135 1433 226 1449</box>
ad-line: ΕΔΡΑ ΕΝ ΛΟΝΔΙΝΩ <box>1082 911 1127 930</box>
ad-headline: ΑΤΜΟΠΛΟΪΑ Ν. Μ. ΑΘΑΝΑΣΙΟΥ <box>1074 345 1135 378</box>
article-subheadline: ΤΟΥ ΝΑΥΤΗΓΟΥ κ. ΑΝΑΣΤΑΣΙΟΥ <box>509 717 659 728</box>
ad-line: Η «ΜΑΣΣΑΛΙΑ» <box>1075 2075 1134 2094</box>
paragraph: Ὁ κ. Συμεωνίδης χωρὶς νὰ περιορισθῇ εἰς τὴν καταδίωξιν τῶν μαγισσῶν ἐκείνων, τὰς ὁποίας ἡ <box>286 1435 480 1468</box>
ad-line: LIMITED <box>1084 902 1125 911</box>
paragraph: Ἐπιστρέφει εἰς Πειραιᾶ τὴν Κυριακὴν τὸ ἑσπέρας μὲ τὰς ἰδίας προσεγγίσεις. <box>1074 786 1135 844</box>
article-headline: Η ΔΙΕΘΝΗΣ ΕΚΘΕΣΙΣ ΕΝ ΤΟΥΡΙΝΩ <box>689 713 879 728</box>
paragraph: Τὸ ὑπουργεῖον τῶν Ναυτικῶν διέταξε τὸν διευθυντὴν τοῦ Ναυστάθμου ὅπως ἐπισκευάσῃ τὴν κυβερνητικὴν θαλαμηγὸν Σαλαμινίαν. <box>888 98 1070 142</box>
article-headline: ΕΦΗΜΕΡΙΣ ΤΗΣ ΚΥΒΕΡΝΗΣΕΩΣ <box>888 725 1070 740</box>
paragraph: Διατί βλέπει τις πανταχοῦ τὸ ὄνομα Γυῶνος; Διατί εἰς ὅλας τὰς οἰκογενείας ἐξαίρεται τὸ ἔδαφος τούτου; Διατί ἐν διατηρεῖ ἔτι πάντα ἀμοιβὴν πρὸς πᾶν ἄλλο; Διότι τὸ κονιάκ τοῦτο εἶνε τὸ ἄριστον ἐκ τῶν κυκλοφορούντων καὶ ἐνδεικνύμενον εἰς τὰς ἀσθενείας. <box>1074 1587 1143 1799</box>
paragraph: Ὁ μηχανικὸς κ. Δημάδης καὶ Κοντοπόδης ἀνέλαβον τὴν κατασκευὴν τοῦ πύργου ἐν τῷ Ζωολογικῷ κήπῳ, ὅστις θὰ χρησιμεύσῃ ὡς ἀναψυκτήριον. <box>888 653 1070 697</box>
paragraph: ΡΩΜΗ, 9 Ἰανουαρίου. (Ἐθνικὸν Πρακτορεῖον). Βεβαιοῦται ὅτι ἡ Ἰταλικὴ Κυβέρνησις ἐδήλωσεν εἰς τὸ πρεσβευτὰς τῆς Γερμανίας καὶ τῆς Αὐστρίας ὅτι εἶνε διατεθειμένη νὰ ἀνανεώσῃ τὴν Τριπλῆν συμμαχίαν, ἀλλ' ὑπὸ τὸν ὅρον ὅπως αἱ ῥήτραι τῆς συνθήκης δημοσιευθῶσι καὶ τοῦτο πρὸς ἀπόκρυψιν πάσης παρεξηγήσεως μὲ τὰς λοιπὰς Δυνάμεις. <box>84 447 276 559</box>
paragraph: Τόκος 3 1/2 ο/ο ἐτησίως ἐπὶ ἀποδόσει μετὰ 3 μῆνας. <box>1074 1241 1135 1279</box>
paragraph: Ἡ Φιλιππὸς Κοινωνία ἀποδέδοσται εἰς τὰς χρηματικὰς κατὰ τὰς ἐπιδόμοιας τῶν καθηγητῶν τῆς. Ἐν τῇ χθεσινῇ συνεδριάσει αὐτῆς ἀνεγνώσθη ἡ ἔκθεσις τοῦ γενικοῦ γραμματέως κ. Μαρασλῆ περὶ τῶν ἐργασιῶν τοῦ ἔτους. <box>888 509 1070 575</box>
paragraph: καὶ αὐτὴ μετ' ὀλίγον περατοῦται. <box>93 21 240 31</box>
article-headline: ΤΟΥΡΚΙΚΟΝ ΔΑΝΕΙΟΝ <box>84 564 276 579</box>
article-subheadline: ΚΑΤΑΔΙΩΞΙΣ ΤΩΝ ΠΟΙΜΕΝΩΝ <box>518 596 650 607</box>
paragraph: Ἐπιστρέφει εἰς Πειραιᾶ ἡμέραν Πέμπτην 6 μ. μ. μὲ τὰς ἰδίας προσεγγίσεις. <box>1074 621 1135 679</box>
article-headline: Η ΑΝΑΝΕΩΣΙΣ ΤΗΣ ΤΡΙΠΛΗΣ <box>112 409 249 436</box>
paragraph: Τὸ προσεχὲς Σάββατον καὶ περὶ ὥραν 6 μ. μ. συνέρχεται εἰς συνεδρίασιν τὸ διοικητικὸν συμβούλιον τοῦ Πανελληνίου Συνδέσμου κατὰ τῆς φυματιώσεως. <box>489 165 679 208</box>
ad-line: ΝΕΑ ΚΑΙ ΝΕΩΤΑΤΑ ΦΑΡΜΑΚΑ <box>1083 2305 1126 2332</box>
paragraph: καὶ τῶν τελευταίων περιπετειῶν. <box>897 21 1045 31</box>
article-headline: Η ΔΗΜΟΣΙΑ ΤΑΞΙΣ <box>518 568 651 585</box>
paragraph: Τόκος 5 ο/ο ἐτησίως ἐπὶ ἀποδόσει ἐν τῷ 5 ἔτων. <box>1074 1368 1135 1407</box>
paragraph: ὅτι ἀτμόπλοιον αὐτῆς «Πόλαρις» ἐπαναλαμβάνει τὸ δρομολόγιον του κατὰ τὰς ἑξῆς: <box>1074 389 1136 476</box>
ad-diati <box>1074 1566 1143 1857</box>
paragraph: Οἱ ἐπιθυμοῦντες νὰ ταξειδεύσωσι ἐκ Πειραιῶς διὰ Νέαν Ὑόρκην τῆς 9 Ἰανουαρίου ὁπλισθῶσιν τὸ ταχύπλουν ἀτμόπλοιον. <box>1074 1913 1135 2019</box>
paragraph: Κατόπιν ὡμίλησεν ὁ κ. Παυλάτος περὶ τῆς προϊστορικῆς ἐποχῆς. Ἀμφοτέροις τοῖς ἀγορεύσασιν ἐχειροκρότησαν ἐκθύμως. <box>689 884 879 917</box>
column-rule <box>484 21 485 1674</box>
article-subheadline: ΤΩΝ ΑΠΟΘΗΚΩΝ ΤΟΥ ΝΑΥΣΤΑΘΜΟΥ <box>93 995 267 1006</box>
article-subheadline: ΚΑΙ ΟΙ ΑΜΑΞΗΛΑΤΑΙ <box>914 815 1043 829</box>
paragraph: Τὰ σχεδιαγράμματα ταῦτα θὰ σταλῶσιν εἰς τὸν πρίγκηπα Ἀνδρέαν. <box>888 698 1070 720</box>
paragraph: Ἑκάστην Δευτέραν 10 π. μ. εἰς Ἰτέαν, Γαλαξείδιον, Βιτρινίτσαν, Πάτρας, Πόλαρον, Σάμην, Φισκάρδο, Ἰθάκην, Λευκάδα, Πρέβεζαν, Κραβασαρᾶν, Κόρινθον καὶ Βόνιτσαν. <box>1074 477 1135 620</box>
article-headline: Ο ΕΛΛΗΝΙΚΟΣ ΝΑΥΤΙΚΟΣ ΕΝ ΒΕΝΕΤΙΑ <box>689 516 879 541</box>
article-headline: ΤΟ ΑΛΣΟΣ ΤΟΥ ΠΕΔΙΟΥ ΤΟΥ ΑΡΕΩΣ <box>489 293 679 308</box>
article-headline: Η ΧΘΕΣΙΝΗ ΣΥΝΕΔΡΙΑΣΙΣ <box>691 789 877 805</box>
paragraph: Ἐκτελεῖ πάσας τὰς τραπεζικὰς ἐργασίας. <box>1074 1027 1135 1066</box>
paragraph: (Ἐκ τοῦ Γραφείου) <box>1095 845 1135 864</box>
paragraph: Ἐκ μέρους δὲ τῆς Ἑταιρίας φαίνεται ὅτι εἶνε πρόθυμος νὰ ἀναλάβῃ τὴν δαπάνην, ὡς ἐχάραξε καὶ ἐκ τοῦ ἀρχιτέκτονος τοῦ Δήμου. <box>489 443 679 487</box>
article-headline: Ο ΠΥΡΓΟΣ ΤΟΥ ΖΩΟΛΟΓΙΚΟΥ ΚΗΠΟΥ <box>888 626 1070 652</box>
ad-title: ΦΑΡΜΑΚΕΙΟΝ ΛΟΓΡΟΥ <box>1074 2285 1138 2304</box>
paragraph: Ὁ δὲ κ. Καρακάλος εἶνε ὁ πρῶτος ἀλλοδαπὸς ἀξιωματικὸς εἰς ὃν ἀπονέμεται τοιοῦτον βραβεῖον. <box>286 146 480 179</box>
article-subheadline: ΚΑΤΑ ΤΩΝ ΜΑΓΙΣΣΩΝ <box>315 1230 452 1244</box>
paragraph: Οὕτως ὁ κ. ὑπουργὸς ἀνῆκε εἰς τὸν κ. Σάρτεν καὶ ἀνέλυσε ἐὰν πρέπῃ τὸν κ. Βοεὴ καὶ τὰς πρὸ τὴν 11 π. μ. ὥραν νὰ προσέλθῃ εἰς τὸ ὑπουργεῖον. <box>1074 234 1135 339</box>
article-headline: Η ΕΠΑΝΑΣΤΑΣΙΣ <box>323 409 443 425</box>
paragraph: Μέχρι τῆς ἑσπέρας τῆς χθὲς ἐπετρέψατο ἐν τῷ ὑπουργείῳ τῶν Ἐσωτερικῶν ὁ Νομάρχης τῆς Λέσβου ὅπως ἐξετασθῇ ἐπὶ τῆς ὑποθέσεως τῶν Μονῶν. Ἐκ τῆς ἐξετάσεως προκύπτει ὅτι ἡ διαχείρισις αὐτῶν εἶνε ἐξαιρετικῶς ἀπαράδεκτος. <box>888 410 1070 487</box>
paragraph: Ὁ ἐν Βενετίᾳ ἡμέτερος Πρόξενος κ. Γουλάνδρης ἐγγράφως ἐπιδείκνυσιν εἰς τὸ ὑπουργεῖον τῶν Ἐξωτερικῶν ἔκθεσιν περὶ τοῦ ἑλληνικοῦ ναυτιλιακοῦ κινήματος ἐν τῷ λιμένι τῆς πόλεως ταύτης καθ' ὅλον τὸ ἔτος 1901. Κατὰ ταύτην κατέπλευσαν ἐν Βενετίᾳ 30 Ἑλληνικὰ πλοῖα. <box>689 543 879 620</box>
ad-railways <box>1074 1861 1141 2039</box>
paragraph: ΚΩΝ/ΠΟΛΙΣ, 9 Ἰανουαρίου (Ἐθνικὸν Πρακτορεῖον). Ἡ Τουρκικὴ Κυβέρνησις ἐνετείλατο εἰς τὴν Ὀθωμανικὴν Τράπεζαν νὰ συνάψῃ ἢ νὰ χορηγήσῃ δάνειον ἐκ 4 ἑκατομμυρίων λιρῶν, πρὸς ἐξόφλησιν τῶν ληξιπροθέσμων δανείων καὶ πρὸς πληρωμὴν τῶν δαπανῶν, ἃς ἀπήτησεν ἡ κατασκευὴ τοῦ σιδηροδρόμου Χετζὰζ (τῆς Ἀραβίας). <box>84 580 276 690</box>
paragraph: Ἡ εἴδησις αὕτη ὅπως εἶνε διατυπωμένη δὲν εἶνε ἀκριβής, διότι πρὸ πολλοῦ ἀπεφάσισε τὸ Πολυγώνιον ὅπως νὰ μεταποιηθῇ εἰς πάρκον, ἀλλὰ ἀποφασισμένον ὅτι θὰ διαπραγματευθῇ πρὸς ἀποδοχὴν τῶν προτάσεων καὶ τὰ ὑλικὰ. <box>489 365 679 442</box>
paragraph: Τόκος 2 ο/ο ἐτησίως ἐπὶ ἀποδόσει εἰς πρώτην ζήτησιν. <box>1074 1193 1135 1240</box>
paragraph: Ἐν τῷ Γερμανικῷ Ἰνστιτούτῳ συνῆλθον χθὲς εἰς συνεδρίασιν ἡ ἐκλεκτὴ ὁμήγυρις τῶν ἐπιστημόνων καὶ τῶν Ἀθηνῶν. Ὁ διευθυντὴς τοῦ Ἰνστιτούτου κ. Δαρπφελδ ὡμίλησεν περὶ τῶν ἐν Λευκάδι ἀνασκαφῶν. <box>689 817 879 883</box>
ad-line: ΔΙΑ ΤΟΥΣ ΕΙΣ ΑΜΕΡΙΚΗΝ ΤΑΞΙΔΕΥΟΝΤΑΣ <box>1075 1885 1134 1911</box>
paragraph: Ἐγράφη εἰς τινα πρωϊνὴν συνάδελφον ὅτι τὸ πεδίον τοῦ Ἄρεως θὰ μεταβληθῇ εἰς πάρκον καὶ ὅτι ἐπὶ τούτῳ θὰ ἱδρυθῇ προσεχῶς ἑταιρία ἐπιχείρησις ὑπὸ τῆς Πεπρωμένης. <box>489 308 679 363</box>
paragraph: Οἱ μέχρι τοῦδε ἐνταῦθα εὑρισκόμενοι βουλευταὶ ἀνέρχονται εἰς 130 περίπου. Πολλοὶ τῶν κ. κ. βουλευτῶν ἐπεληφθησαν ἐκ τῶν ἐπαρχιῶν τῶν ὑπουργῶν, ὡς ἐν τούτοις δὲν θὰ δυνηθῶσι νὰ ἀφιχθῶσιν ἐνταῦθα ἐνωρίτερον τῆς ἑσπέρας τῆς προσεχοῦς Τρίτης. <box>84 724 276 801</box>
paragraph: Πρόκειται περὶ τοῦ διακριθέντος ἀξιωματικοῦ κ. Τιμ. Καρακάλου, ὅστις μετὰ διετῆ φοίτησιν εἰς τὴν ἐν Κοσμοπόλει Στρατιωτικὴν Σχολὴν Ecole normale de gymnastique et d' escrime — ἐξῆλθε, ἐκ τοῦ γενικοῦ ἀθροίσματος τῶν βαθμῶν, τοῦ <box>84 113 276 179</box>
paragraph: Ἐκ τοῦ προϋπολογισμοῦ τοῦ ὑπουργείου τῶν Ναυτικῶν ἀπεσβέσθη ἡ πίστωσις ἡ ἀφορῶσα τὴν ἀνέγερσιν ἐν Ναυστάθμῳ ἀποθηκῶν, εἰς τὰς ὁποίας ἐπρόκειτο νὰ τοποθετηθῶσι ὅλα τὰ ὑλικὰ ἐκείνων τῶν πολεμικῶν μας πλοίων, τὰ ὁποῖα θὰ ἐτίθεντο εἰς ἐφεδρείαν. <box>84 1007 276 1085</box>
ad-title: ΣΙΔΗΡΟΔΡΟΜΟΙ ΕΛΛΗΝΙΚΟΙ <box>1074 1866 1141 1884</box>
paragraph: Καὶ νὰ ἔσχη θὰ κοσμήσῃ τὴν κεφαλὴν τοῦ Μυσσός, ὥστε μεγάλα κατορθώματα ἔχει εἰς τὸ ἐνεργητικόν του. <box>84 33 276 66</box>
column-b <box>286 405 480 1674</box>
paragraph: Κατὰ τινα ἀγαθὴν σύμπτωσιν ἐτιμήθη ἐπ' ἐσχάτων ἐν Γαλλίᾳ καὶ ἕτερος Ἕλλην. <box>84 67 276 88</box>
paragraph: Ὁ ναυτηγὸς κ. Ἀναστασίου παραπεμφθεὶς εἰς τὸν ἐπὶ τῶν Ναυτικῶν ὑπουργὸν διὰ τὴν ὑπόθεσιν πρὸς ὑπηρεσίαν τῆς Κορυφάνης, ἐζήτησεν ὅπως συγκροτηθῇ τὸ ναυτοδικεῖον ἐκ νέου διότι εἶνε εἷς τῶν ἀξιωματικῶν οἵτινες ἀντέχουν ἐκ τῆς ἀδικίας. Ὁ κ. Ἀναστασίου ἔλαβεν ἀπάντησιν ὅτι θὰ συγκροτηθῇ πρὸ τῆς ἐκδόσεως τῆς ἀποφάσεως τοῦ δικαστηρίου. <box>489 730 679 841</box>
paragraph: ΔΟΜΟΚΟΣ, αὐθημερόν. Κατὰ τηλεγράφημα πρὸς τὸ Ἀρχηγεῖον τῆς Χωροφυλακῆς ἐκ τῆς Λεβαδείας τοῦ Δημάρχου συνελήφθη ὁ ληστὴς Φακίνος. <box>888 345 1070 388</box>
paragraph: Ἀμέρικαν Λάιν <box>1074 2020 1120 2039</box>
article-headline: Η ΥΠΟΘΕΣΙΣ <box>538 702 630 718</box>
